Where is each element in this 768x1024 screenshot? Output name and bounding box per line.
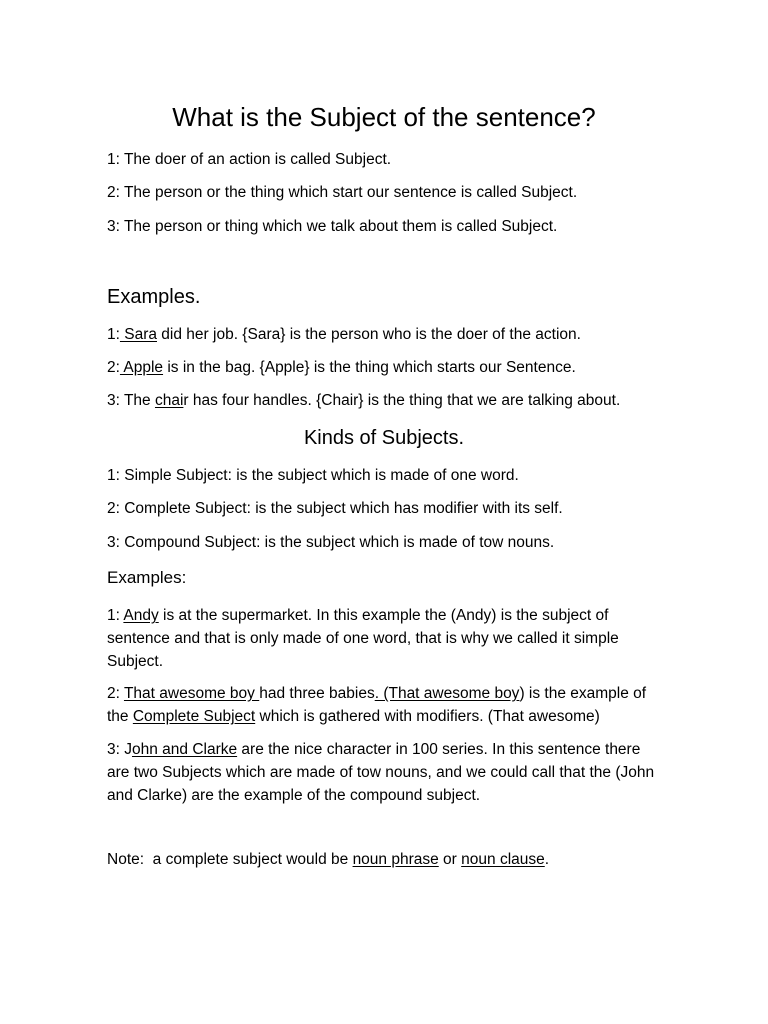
kind-example-3: [107, 738, 667, 807]
examples2-heading: Examples:: [107, 568, 187, 587]
definition-1: 1: The doer of an action is called Subject.: [107, 151, 392, 168]
text-run: are the nice character in 100 series. In this sentence there are two Subjects which are made of tow nouns, and we could call that the (John and Clarke) are the example of the compound subject.: [107, 741, 659, 804]
underlined-text: Sara: [119, 326, 157, 343]
kind-example-2: [107, 682, 667, 728]
text-run: Note: a complete subject would be: [107, 851, 353, 868]
text-run: ) is the example of the: [107, 685, 651, 725]
underlined-text: Andy: [123, 607, 159, 624]
text-run: 2:: [107, 685, 124, 702]
example-1: [107, 323, 667, 346]
note: [107, 848, 667, 871]
text-run: .: [544, 851, 550, 868]
text-run: which is gathered with modifiers. (That awesome): [255, 708, 600, 725]
underlined-text: ohn and Clarke: [131, 741, 238, 758]
kind-example-1: [107, 604, 667, 673]
text-run: is at the supermarket. In this example the (Andy) is the subject of sentence and that is only made of one word, that is why we called it simple Subject.: [107, 607, 624, 670]
text-run: 1:: [107, 607, 124, 624]
text-run: 1:: [107, 326, 120, 343]
underlined-text: . (That awesome boy: [374, 685, 520, 702]
example-2: [107, 356, 667, 379]
underlined-text: noun phrase: [352, 851, 439, 868]
text-run: had three babies: [259, 685, 375, 702]
examples-heading: Examples.: [107, 286, 201, 308]
page-title: What is the Subject of the sentence?: [172, 102, 596, 132]
definition-2: 2: The person or the thing which start our sentence is called Subject.: [107, 184, 578, 201]
text-run: 3: J: [107, 741, 132, 758]
text-run: r has four handles. {Chair} is the thing that we are talking about.: [183, 392, 621, 409]
text-run: or: [438, 851, 462, 868]
kinds-heading: Kinds of Subjects.: [303, 427, 465, 449]
underlined-text: noun clause: [461, 851, 545, 868]
example-3: [107, 389, 667, 412]
kind-2: 2: Complete Subject: is the subject which has modifier with its self.: [107, 500, 563, 517]
text-run: 3: The: [107, 392, 155, 409]
underlined-text: That awesome boy: [123, 685, 260, 702]
underlined-text: Complete Subject: [132, 708, 256, 725]
underlined-text: Apple: [119, 359, 164, 376]
underlined-text: chai: [154, 392, 184, 409]
definition-3: 3: The person or thing which we talk about them is called Subject.: [107, 218, 558, 235]
kind-1: 1: Simple Subject: is the subject which is made of one word.: [107, 467, 519, 484]
text-run: is in the bag. {Apple} is the thing which starts our Sentence.: [163, 359, 576, 376]
text-run: did her job. {Sara} is the person who is the doer of the action.: [157, 326, 581, 343]
text-run: 2:: [107, 359, 120, 376]
kind-3: 3: Compound Subject: is the subject which is made of tow nouns.: [107, 534, 555, 551]
